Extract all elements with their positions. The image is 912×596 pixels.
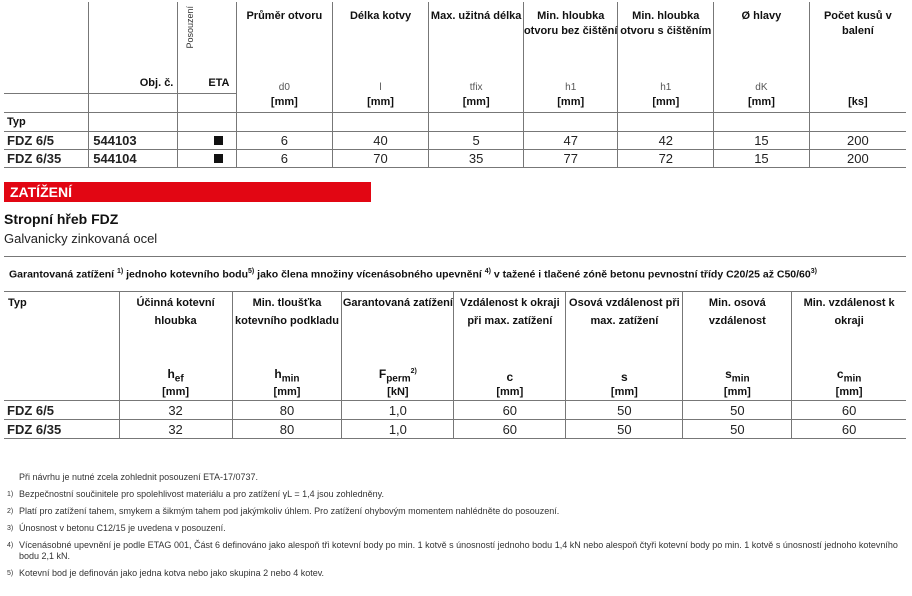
lt-row-s: 50 (566, 420, 683, 439)
typ-blank-1 (89, 112, 178, 131)
lt-header-typ: Typ (4, 292, 119, 365)
symbol-d0: d0 (237, 53, 333, 93)
load-table (4, 256, 906, 439)
product-subtitle: Galvanicky zinkovaná ocel (4, 231, 158, 246)
typ-blank-3 (202, 112, 237, 131)
header-min-hloubka-s: Min. hloubka otvoru s čištěním (618, 2, 714, 53)
row-h1-s: 72 (618, 149, 714, 167)
typ-blank-7 (523, 112, 618, 131)
footnote: Při návrhu je nutné zcela zohlednit posouzení ETA-17/0737. (19, 472, 258, 482)
typ-label: Typ (4, 112, 89, 131)
lt-row-fperm: 1,0 (342, 420, 454, 439)
table-row (4, 149, 906, 167)
lt-sym-fperm: $F_{perm}^{2)}$ (342, 364, 454, 384)
footnote: 1) Bezpečnostní součinitele pro spolehlivost materiálu a pro zatížení γL = 1,4 jsou zohledněny. (7, 489, 384, 499)
row-h1-bez: 47 (523, 131, 618, 149)
footnote: 4) Vícenásobné upevnění je podle ETAG 001, Část 6 definováno jako alespoň tři kotevní body po min. 1 kotvě s únosností jednoho bodu 1,4 kN nebo alespoň čtyři kotevní body po min. 1 kotvě s únosností jednoho kotevního bodu 2,1 kN. (7, 540, 898, 561)
row-dk: 15 (714, 149, 810, 167)
lt-row-hef: 32 (119, 420, 232, 439)
lt-header-c: Vzdálenost k okraji při max. zatížení (454, 292, 566, 365)
row-h1-s: 42 (618, 131, 714, 149)
unit-blank-3 (178, 93, 202, 112)
lt-unit-fperm: [kN] (342, 384, 454, 401)
row-typ: FDZ 6/5 (4, 131, 89, 149)
lt-row-cmin: 60 (792, 401, 906, 420)
table-row (4, 420, 906, 439)
symbol-tfix: tfix (429, 53, 524, 93)
header-obj: Obj. č. (89, 2, 178, 93)
lt-unit-blank (4, 384, 119, 401)
header-delka: Délka kotvy (332, 2, 429, 53)
lt-row-hef: 32 (119, 401, 232, 420)
symbol-ks (809, 53, 906, 93)
lt-sym-cmin: $c_{min}$ (836, 366, 862, 384)
row-posouzeni (178, 149, 202, 167)
unit-blank-2 (89, 93, 178, 112)
row-h1-bez: 77 (523, 149, 618, 167)
unit-blank-4 (202, 93, 237, 112)
eta-square-icon (214, 154, 223, 163)
product-title: Stropní hřeb FDZ (4, 211, 119, 227)
unit-l: [mm] (332, 93, 429, 112)
unit-tfix: [mm] (429, 93, 524, 112)
header-prumer: Průměr otvoru (237, 2, 333, 53)
lt-sym-hmin: $h_{min}$ (232, 364, 342, 384)
row-posouzeni (178, 131, 202, 149)
typ-blank-4 (237, 112, 333, 131)
unit-ks: [ks] (809, 93, 906, 112)
lt-header-hmin: Min. tloušťka kotevního podkladu (232, 292, 342, 365)
row-dk: 15 (714, 131, 810, 149)
header-pocet: Počet kusů v balení (823, 10, 892, 37)
symbol-l: l (332, 53, 429, 93)
lt-row-smin: 50 (683, 420, 792, 439)
lt-row-hmin: 80 (232, 420, 342, 439)
row-eta (202, 131, 237, 149)
product-table-header-blank (4, 2, 89, 93)
lt-row-c: 60 (454, 420, 566, 439)
lt-unit-hmin: [mm] (232, 384, 342, 401)
lt-row-fperm: 1,0 (342, 401, 454, 420)
unit-blank-1 (4, 93, 89, 112)
row-ks: 200 (809, 131, 906, 149)
lt-sym-smin: $s_{min}$ (683, 364, 792, 384)
lt-unit-s: [mm] (566, 384, 683, 401)
lt-header-cmin: Min. vzdálenost k okraji (803, 297, 895, 327)
row-typ: FDZ 6/35 (4, 149, 89, 167)
unit-h1-s: [mm] (618, 93, 714, 112)
lt-sym-c: c (454, 364, 566, 384)
typ-blank-6 (429, 112, 524, 131)
typ-blank-5 (332, 112, 429, 131)
typ-blank-8 (618, 112, 714, 131)
header-posouzeni: Posouzení (185, 6, 196, 49)
lt-header-hef: Účinná kotevní hloubka (119, 292, 232, 365)
row-tfix: 35 (429, 149, 524, 167)
lt-row-smin: 50 (683, 401, 792, 420)
lt-row-s: 50 (566, 401, 683, 420)
lt-unit-hef: [mm] (119, 384, 232, 401)
section-heading: ZATÍŽENÍ (4, 182, 371, 202)
eta-square-icon (214, 136, 223, 145)
lt-header-smin: Min. osová vzdálenost (683, 292, 792, 365)
lt-sym-blank (4, 364, 119, 384)
product-table (4, 2, 906, 168)
typ-blank-9 (714, 112, 810, 131)
symbol-h1-bez: h1 (523, 53, 618, 93)
lt-unit-c: [mm] (454, 384, 566, 401)
lt-row-typ: FDZ 6/35 (4, 420, 119, 439)
row-tfix: 5 (429, 131, 524, 149)
symbol-dk: dK (714, 53, 810, 93)
row-l: 40 (332, 131, 429, 149)
lt-sym-s: s (566, 364, 683, 384)
lt-row-typ: FDZ 6/5 (4, 401, 119, 420)
footnote: 3) Únosnost v betonu C12/15 je uvedena v posouzení. (7, 523, 226, 533)
table-row (4, 131, 906, 149)
table-row (4, 401, 906, 420)
row-ks: 200 (809, 149, 906, 167)
footnotes (7, 472, 902, 585)
unit-h1-bez: [mm] (523, 93, 618, 112)
typ-blank-2 (178, 112, 202, 131)
lt-row-cmin: 60 (792, 420, 906, 439)
row-obj: 544103 (89, 131, 178, 149)
typ-blank-10 (809, 112, 906, 131)
lt-unit-smin: [mm] (683, 384, 792, 401)
lt-row-c: 60 (454, 401, 566, 420)
footnote: 2) Platí pro zatížení tahem, smykem a šikmým tahem pod jakýmkoliv úhlem. Pro zatížení ohybovým momentem nahlédněte do posouzení. (7, 506, 560, 516)
lt-sym-hef: $h_{ef}$ (119, 364, 232, 384)
row-obj: 544104 (89, 149, 178, 167)
header-posouzeni-cell (178, 2, 202, 93)
lt-header-s: Osová vzdálenost při max. zatížení (566, 292, 683, 365)
unit-dk: [mm] (714, 93, 810, 112)
lt-unit-cmin: [mm] (792, 384, 906, 401)
unit-d0: [mm] (237, 93, 333, 112)
symbol-h1-s: h1 (618, 53, 714, 93)
footnote: 5) Kotevní bod je definován jako jedna kotva nebo jako skupina 2 nebo 4 kotev. (7, 568, 325, 578)
header-min-hloubka-bez: Min. hloubka otvoru bez čištění (523, 2, 618, 53)
header-hlava: Ø hlavy (714, 2, 810, 53)
lt-header-fperm: Garantovaná zatížení (342, 292, 454, 365)
header-eta: ETA (202, 2, 237, 93)
row-d0: 6 (237, 131, 333, 149)
lt-row-hmin: 80 (232, 401, 342, 420)
header-max-uzitna: Max. užitná délka (429, 2, 524, 53)
row-l: 70 (332, 149, 429, 167)
row-eta (202, 149, 237, 167)
load-table-caption: Garantovaná zatížení $^{1)}$ jednoho kotevního bodu$^{5)}$ jako člena množiny vícenásobného upevnění $^{4)}$ v tažené i tlačené zóně betonu pevnostní třídy C20/25 až C50/60$^{3)}$ (4, 257, 906, 292)
row-d0: 6 (237, 149, 333, 167)
